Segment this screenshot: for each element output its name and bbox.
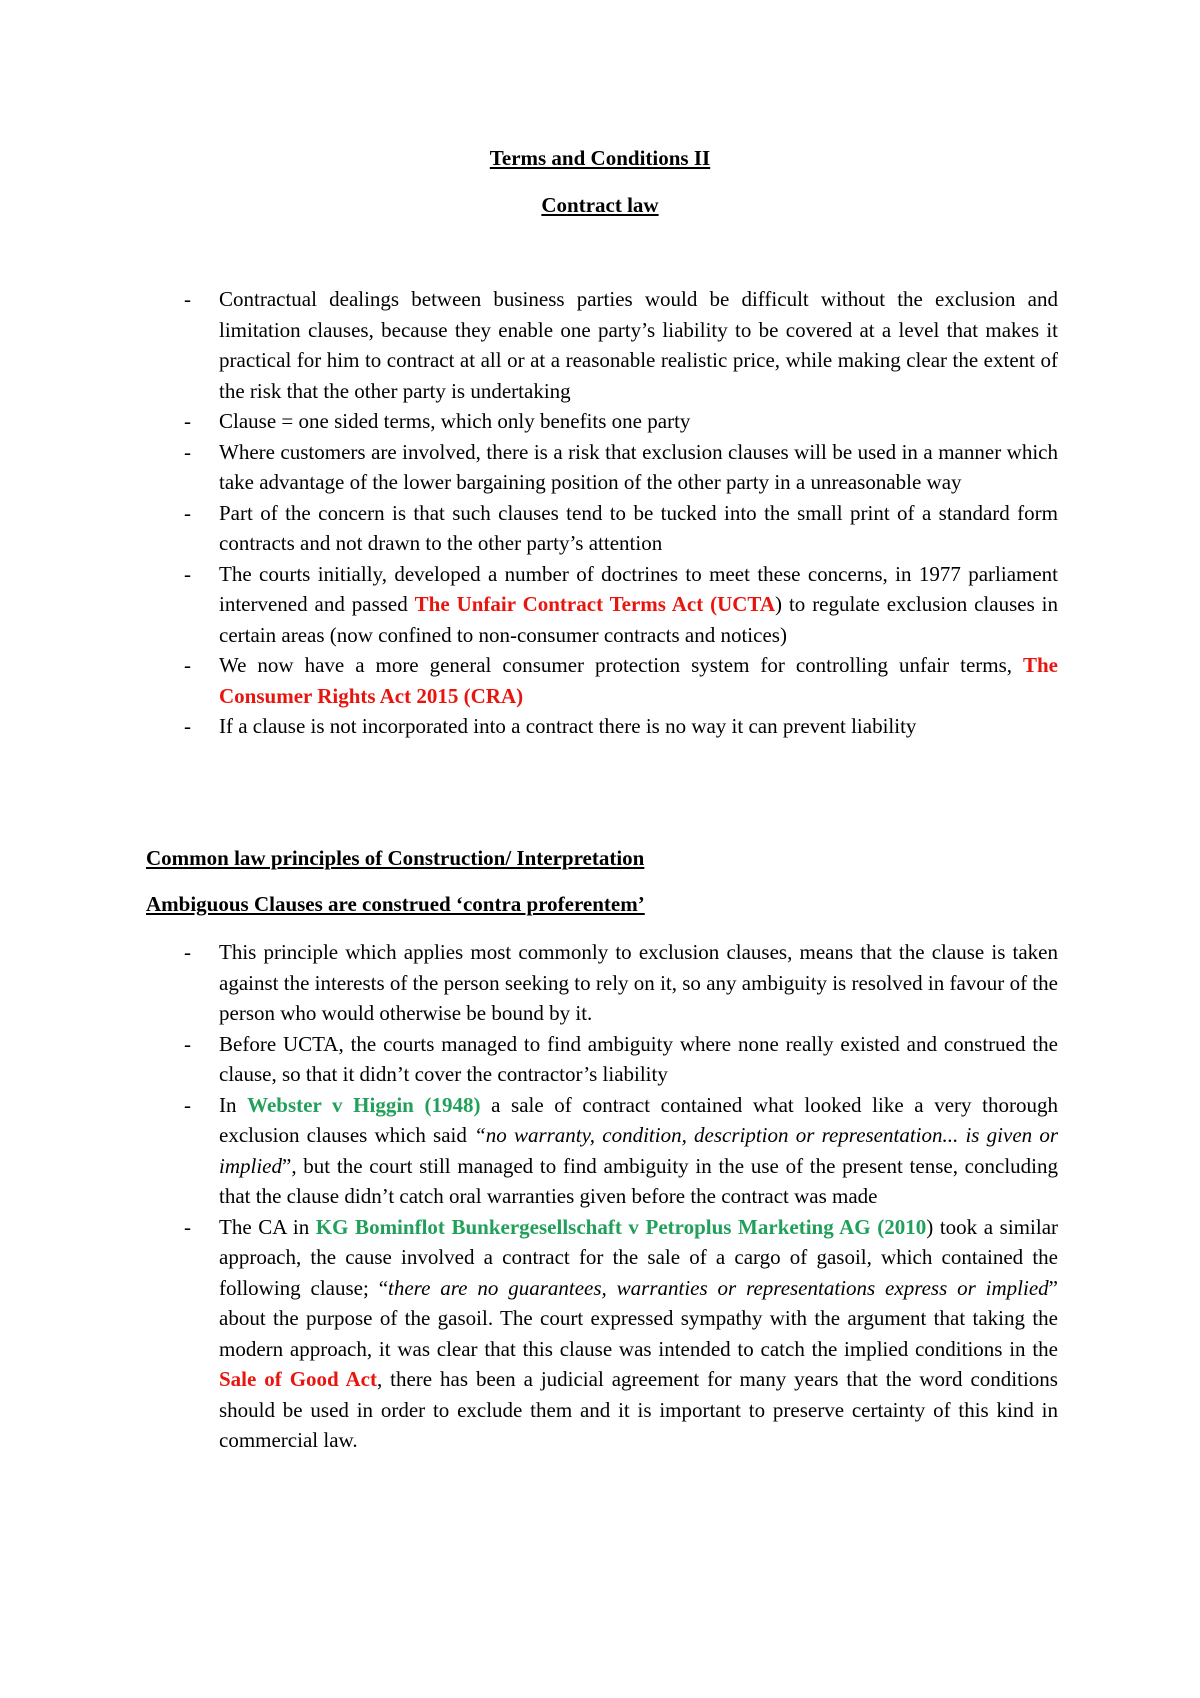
document-title: Terms and Conditions II	[489, 146, 711, 170]
webster-case-name: Webster v Higgin (1948)	[247, 1092, 481, 1117]
list-item-cra	[178, 650, 1058, 711]
list-item: - If a clause is not incorporated into a contract there is no way it can prevent liability	[178, 711, 1058, 742]
contra-proferentem-list	[178, 937, 1058, 1456]
webster-post: ”, but the court still managed to find ambiguity in the use of the present tense, concluding that the clause didn’t catch oral warranties given before the contract was made	[219, 1153, 1058, 1208]
ucta-act-name: The Unfair Contract Terms Act (UCTA	[414, 592, 776, 616]
ucta-text-pre: The courts initially, developed a number of doctrines to meet these concerns, in 1977 parliament intervened and passed	[219, 561, 1058, 616]
kg-pre: The CA in	[219, 1214, 316, 1239]
kg-mid: took a similar approach, the cause involved a contract for the sale of a cargo of gasoil, which contained the following clause; “	[219, 1214, 1059, 1300]
ucta-bracket: )	[775, 592, 783, 616]
document-subtitle: Contract law	[541, 193, 659, 217]
kg-case-name: KG Bominflot Bunkergesellschaft v Petroplus Marketing AG (2010	[315, 1214, 927, 1239]
sale-of-goods-act-name: Sale of Good Act	[219, 1367, 377, 1391]
kg-mid2: ” about the purpose of the gasoil. The court expressed sympathy with the argument that taking the modern approach, it was clear that this clause was intended to catch the implied conditions in the	[219, 1275, 1058, 1361]
webster-mid: a sale of contract contained what looked like a very thorough exclusion clauses which said	[219, 1092, 1058, 1147]
list-item: - Before UCTA, the courts managed to find ambiguity where none really existed and construed the clause, so that it didn’t cover the contractor’s liability	[178, 1029, 1058, 1090]
intro-bullet-list	[178, 284, 1058, 742]
list-item: - Where customers are involved, there is a risk that exclusion clauses will be used in a manner which take advantage of the lower bargaining position of the other party in a unreasonable way	[178, 437, 1058, 498]
kg-quote: there are no guarantees, warranties or representations express or implied	[388, 1275, 1049, 1300]
list-item: - Contractual dealings between business parties would be difficult without the exclusion and limitation clauses, because they enable one party’s liability to be covered at a level that makes it practical for him to contract at all or at a reasonable realistic price, while making clear the extent of the risk that the other party is undertaking	[178, 284, 1058, 406]
section-heading-common-law: Common law principles of Construction/ Interpretation	[146, 846, 645, 870]
list-item-kg	[178, 1212, 1058, 1456]
webster-quote: “no warranty, condition, description or representation... is given or implied	[219, 1123, 1059, 1178]
list-item: - This principle which applies most commonly to exclusion clauses, means that the clause is taken against the interests of the person seeking to rely on it, so any ambiguity is resolved in favour of the person who would otherwise be bound by it.	[178, 937, 1058, 1029]
kg-post: , there has been a judicial agreement for many years that the word conditions should be used in order to exclude them and it is important to preserve certainty of this kind in commercial law.	[219, 1367, 1058, 1452]
webster-pre: In	[219, 1092, 248, 1117]
cra-act-name: The Consumer Rights Act 2015 (CRA)	[219, 653, 1058, 708]
ucta-text-post: to regulate exclusion clauses in certain areas (now confined to non-consumer contracts and notices)	[219, 592, 1058, 647]
section-heading-ambiguous: Ambiguous Clauses are construed ‘contra proferentem’	[146, 892, 645, 916]
cra-text-pre: We now have a more general consumer protection system for controlling unfair terms,	[219, 653, 1023, 677]
list-item: - Clause = one sided terms, which only benefits one party	[178, 406, 1058, 437]
kg-bracket: )	[926, 1214, 934, 1239]
list-item-ucta	[178, 559, 1058, 651]
list-item: - Part of the concern is that such clauses tend to be tucked into the small print of a standard form contracts and not drawn to the other party’s attention	[178, 498, 1058, 559]
list-item-webster	[178, 1090, 1058, 1212]
